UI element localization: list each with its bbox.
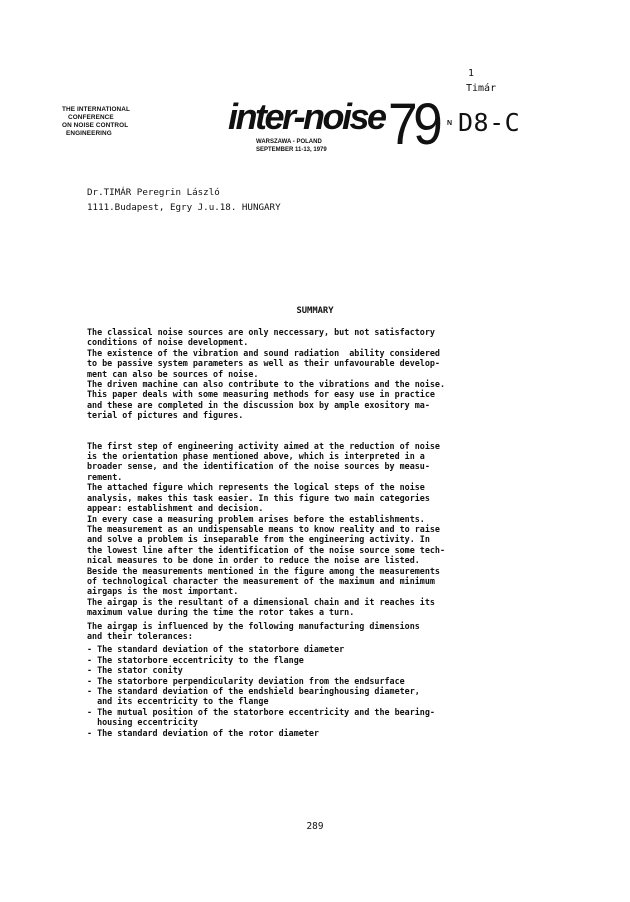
text-line: In every case a measuring problem arises before the establishments.	[87, 513, 425, 524]
text-line: nical measures to be done in order to reduce the noise are listed.	[87, 555, 420, 566]
text-line: appear: establishment and decision.	[87, 503, 264, 514]
list-item: - The standard deviation of the rotor diameter	[87, 727, 319, 738]
text-line: conditions of noise development.	[87, 337, 249, 348]
list-item: - The mutual position of the statorbore eccentricity and the bearing- housing eccentricity	[87, 706, 435, 728]
paper-code: D8-C	[458, 108, 521, 137]
summary-paragraph-2	[87, 441, 557, 618]
list-item: - The standard deviation of the statorbore diameter	[87, 644, 345, 655]
text-line: and their tolerances:	[87, 630, 193, 641]
conference-name-line: THE INTERNATIONAL	[62, 106, 130, 113]
list-item: - The stator conity	[87, 665, 183, 676]
logo-city: WARSZAWA - POLAND	[256, 139, 322, 145]
text-line: and these are completed in the discussion box by ample exository ma-	[87, 399, 430, 410]
text-line: maximum value during the time the rotor takes a turn.	[87, 607, 355, 618]
text-line: ment can also be sources of noise.	[87, 368, 259, 379]
text-line: The measurement as an undispensable means to know reality and to raise	[87, 523, 440, 534]
list-item: - The statorbore eccentricity to the flange	[87, 654, 304, 665]
text-line: This paper deals with some measuring methods for easy use in practice	[87, 389, 435, 400]
summary-paragraph-3	[87, 621, 557, 642]
text-line: airgaps is the most important.	[87, 586, 239, 597]
text-line: The airgap is influenced by the following manufacturing dimensions	[87, 620, 420, 631]
text-line: and solve a problem is inseparable from the engineering activity. In	[87, 534, 430, 545]
text-line: is the orientation phase mentioned above, which is interpreted in a	[87, 451, 425, 462]
inter-noise-wordmark: inter-noise	[228, 96, 385, 137]
author-short-name: Timár	[466, 83, 497, 94]
text-line: The attached figure which represents the logical steps of the noise	[87, 482, 425, 493]
logo-year: 79	[388, 92, 439, 157]
text-line: The first step of engineering activity aimed at the reduction of noise	[87, 440, 440, 451]
text-line: the lowest line after the identification of the noise source some tech-	[87, 544, 445, 555]
conference-name-line: ENGINEERING	[66, 130, 112, 137]
author-address: 1111.Budapest, Egry J.u.18. HUNGARY	[87, 202, 281, 213]
list-item: - The standard deviation of the endshield bearinghousing diameter, and its eccentricity to the flange	[87, 686, 420, 707]
text-line: terial of pictures and figures.	[87, 410, 244, 421]
logo-mark: N	[447, 120, 453, 127]
text-line: The existence of the vibration and sound radiation ability considered	[87, 347, 440, 358]
text-line: The driven machine can also contribute to the vibrations and the noise.	[87, 379, 445, 390]
dimension-list	[87, 644, 557, 738]
summary-title: SUMMARY	[296, 306, 334, 316]
text-line: analysis, makes this task easier. In this figure two main categories	[87, 492, 430, 503]
text-line: The airgap is the resultant of a dimensional chain and it reaches its	[87, 596, 435, 607]
text-line: to be passive system parameters as well as their unfavourable develop-	[87, 358, 440, 369]
summary-body	[87, 327, 557, 738]
text-line: The classical noise sources are only neccessary, but not satisfactory	[87, 327, 435, 337]
page-reference	[466, 66, 496, 96]
text-line: broader sense, and the identification of the noise sources by measu-	[87, 461, 430, 472]
author-block	[87, 185, 281, 215]
page-ref-number: 1	[468, 68, 475, 79]
page-number: 289	[306, 821, 324, 832]
conference-name	[62, 106, 132, 138]
conference-name-line: ON NOISE CONTROL	[62, 122, 129, 129]
text-line: Beside the measurements mentioned in the figure among the measurements	[87, 565, 440, 576]
conference-name-line: CONFERENCE	[68, 114, 114, 121]
author-name: Dr.TIMÁR Peregrin László	[87, 187, 220, 198]
text-line: rement.	[87, 471, 123, 482]
logo-date: SEPTEMBER 11-13, 1979	[256, 147, 327, 153]
text-line: of technological character the measurement of the maximum and minimum	[87, 575, 435, 586]
summary-paragraph-1	[87, 327, 557, 421]
list-item: - The statorbore perpendicularity deviation from the endsurface	[87, 675, 405, 686]
